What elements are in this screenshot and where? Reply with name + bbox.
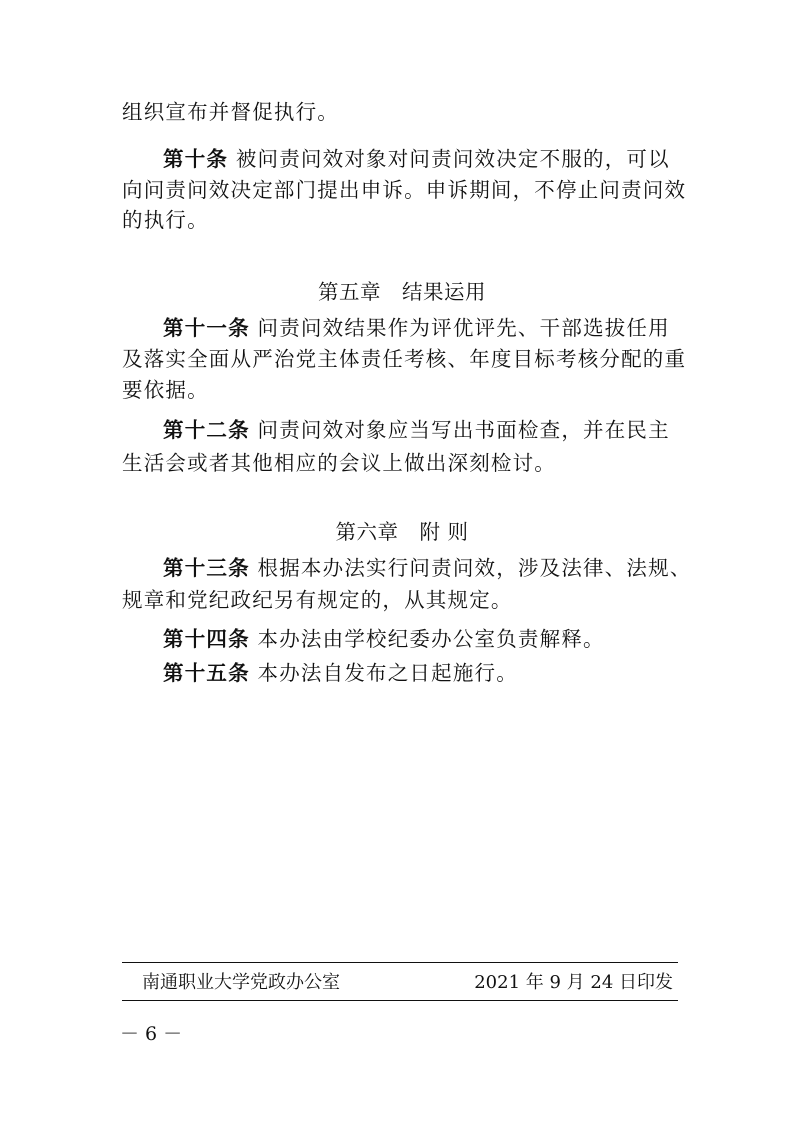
- article-13-line: [163, 556, 692, 580]
- paragraph-line: 向问责问效决定部门提出申诉。申诉期间，不停止问责问效: [122, 178, 687, 202]
- article-text: 问责问效结果作为评优评先、干部选拔任用: [257, 316, 670, 340]
- article-label: 第十三条: [163, 556, 250, 580]
- article-text: 本办法自发布之日起施行。: [257, 661, 518, 685]
- article-label: 第十四条: [163, 627, 250, 651]
- paragraph-line: 的执行。: [122, 208, 209, 232]
- paragraph-line: 生活会或者其他相应的会议上做出深刻检讨。: [122, 451, 556, 475]
- article-label: 第十条: [163, 147, 229, 171]
- footer-top-rule: [122, 962, 678, 963]
- footer-bottom-rule: [122, 1000, 678, 1001]
- article-15-line: [163, 661, 683, 685]
- article-text: 被问责问效对象对问责问效决定不服的，可以: [235, 147, 670, 171]
- article-label: 第十二条: [163, 418, 250, 442]
- article-12-line: [163, 418, 683, 442]
- article-label: 第十一条: [163, 316, 250, 340]
- article-text: 问责问效对象应当写出书面检查，并在民主: [257, 418, 670, 442]
- page-number: － 6 －: [120, 1023, 183, 1045]
- article-label: 第十五条: [163, 661, 250, 685]
- paragraph-line: 规章和党纪政纪另有规定的，从其规定。: [122, 588, 513, 612]
- paragraph-line: 要依据。: [122, 378, 209, 402]
- paragraph-line: 组织宣布并督促执行。: [122, 100, 339, 124]
- article-11-line: [163, 316, 683, 340]
- chapter-heading: 第五章 结果运用: [318, 280, 486, 304]
- issuer-name: 南通职业大学党政办公室: [142, 972, 340, 993]
- chapter-heading: 第六章 附 则: [335, 520, 469, 544]
- article-10-line: [163, 147, 683, 171]
- paragraph-line: 及落实全面从严治党主体责任考核、年度目标考核分配的重: [122, 347, 687, 371]
- article-text: 根据本办法实行问责问效，涉及法律、法规、: [257, 556, 692, 580]
- issue-date: 2021 年 9 月 24 日印发: [474, 972, 673, 993]
- article-14-line: [163, 627, 683, 651]
- article-text: 本办法由学校纪委办公室负责解释。: [257, 627, 605, 651]
